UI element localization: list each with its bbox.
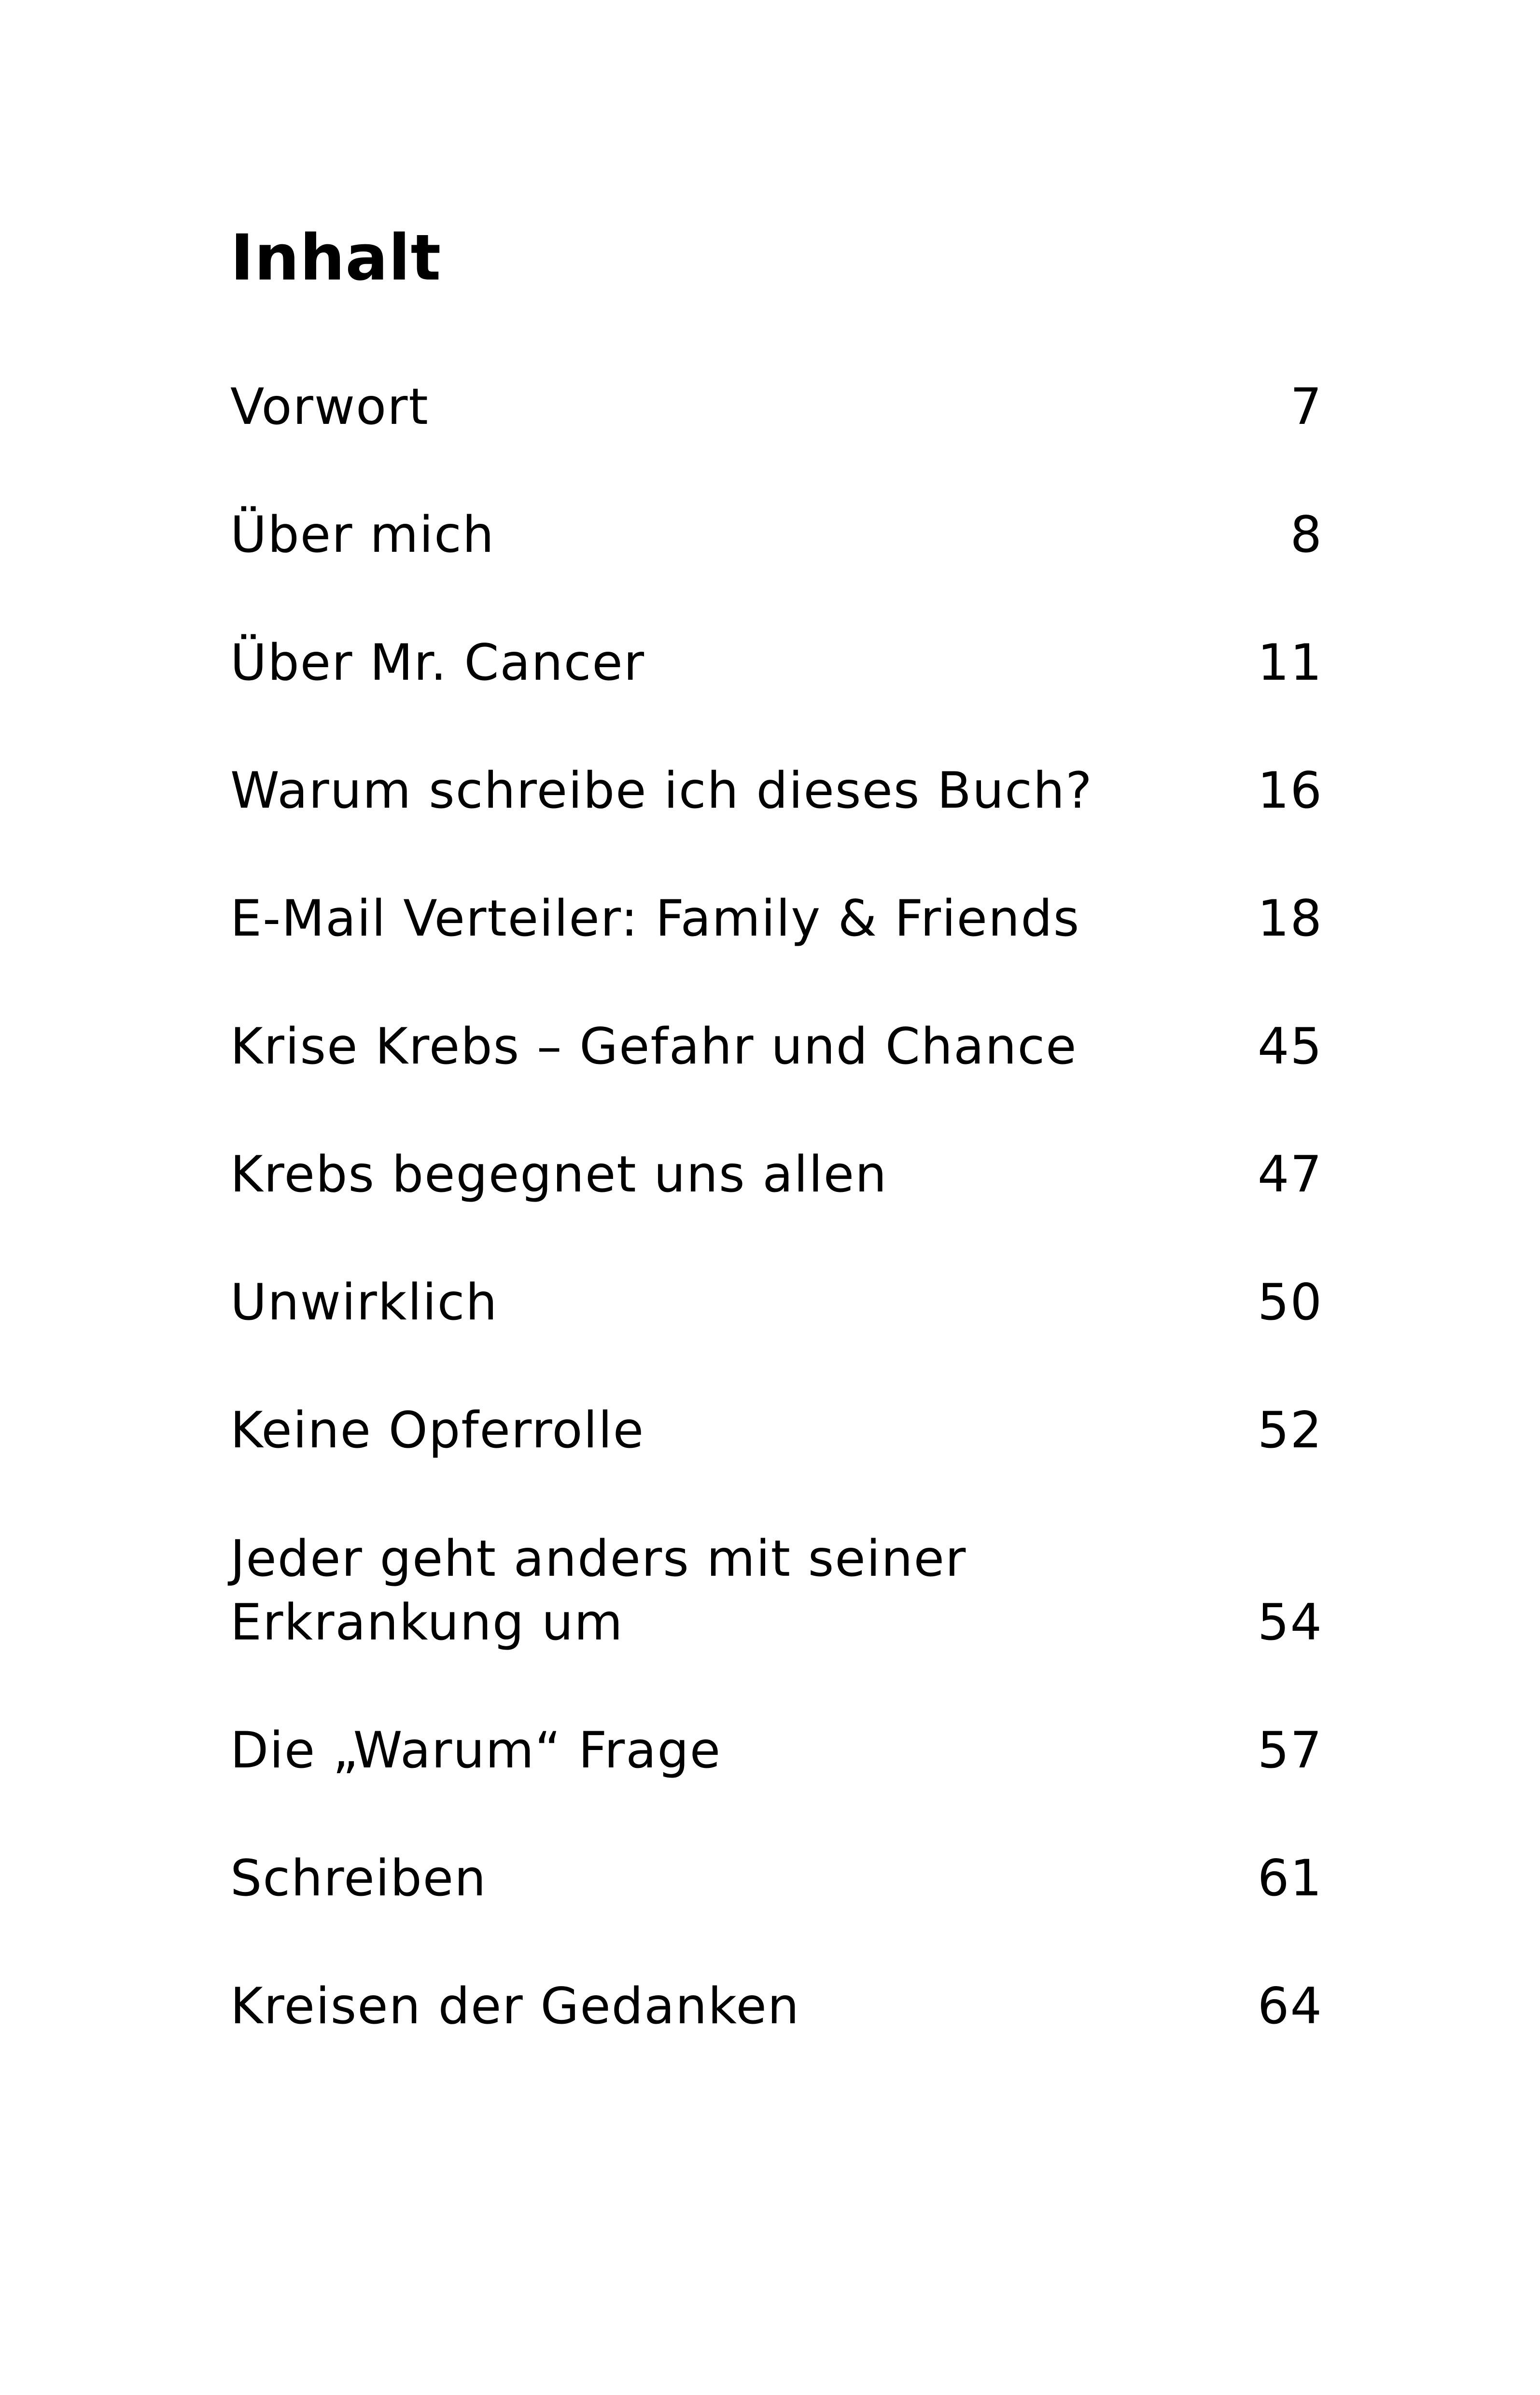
toc-entry-page-number: 50 [1257, 1274, 1323, 1331]
toc-entry-label: E-Mail Verteiler: Family & Friends [230, 890, 1080, 948]
toc-entry-page-number: 7 [1290, 378, 1323, 436]
toc-entry [230, 1975, 1323, 2038]
page-title: Inhalt [230, 221, 442, 294]
toc-entry [230, 1719, 1323, 1782]
toc-entry-label: Warum schreibe ich dieses Buch? [230, 762, 1093, 820]
toc-entry-label: Unwirklich [230, 1274, 498, 1331]
toc-entry [230, 1143, 1323, 1206]
toc-entry [230, 1399, 1323, 1462]
toc-entry [230, 503, 1323, 567]
toc-entry-page-number: 64 [1257, 1977, 1323, 2035]
toc-entry-label: Über Mr. Cancer [230, 634, 645, 692]
toc-entry-page-number: 45 [1257, 1018, 1323, 1076]
toc-entry-label: Krise Krebs – Gefahr und Chance [230, 1018, 1078, 1076]
toc-entry-label: Jeder geht anders mit seiner Erkrankung um [230, 1530, 967, 1652]
toc-entry-page-number: 16 [1257, 762, 1323, 820]
toc-entry-label: Die „Warum“ Frage [230, 1722, 722, 1779]
toc-entry-label: Vorwort [230, 378, 429, 436]
toc-entry-page-number: 8 [1290, 506, 1323, 564]
toc-entry-label: Keine Opferrolle [230, 1401, 645, 1459]
toc-entry [230, 1015, 1323, 1078]
toc-entry-label: Über mich [230, 506, 495, 564]
toc-entry-page-number: 52 [1257, 1401, 1323, 1459]
toc-entry [230, 759, 1323, 823]
toc-entry [230, 1271, 1323, 1334]
toc-entry-page-number: 54 [1257, 1594, 1323, 1652]
toc-entry-page-number: 11 [1257, 634, 1323, 692]
toc-entry-page-number: 47 [1257, 1146, 1323, 1204]
toc-entry-label: Krebs begegnet uns allen [230, 1146, 888, 1204]
toc-entry [230, 1527, 1323, 1654]
toc-entry-label: Schreiben [230, 1849, 487, 1907]
toc-entry [230, 887, 1323, 951]
toc-entry [230, 1847, 1323, 1910]
toc-entry-page-number: 57 [1257, 1722, 1323, 1779]
toc-entry [230, 631, 1323, 695]
toc-entry-page-number: 18 [1257, 890, 1323, 948]
toc-entry-label: Kreisen der Gedanken [230, 1977, 800, 2035]
toc-entry-page-number: 61 [1257, 1849, 1323, 1907]
toc-entry [230, 375, 1323, 439]
